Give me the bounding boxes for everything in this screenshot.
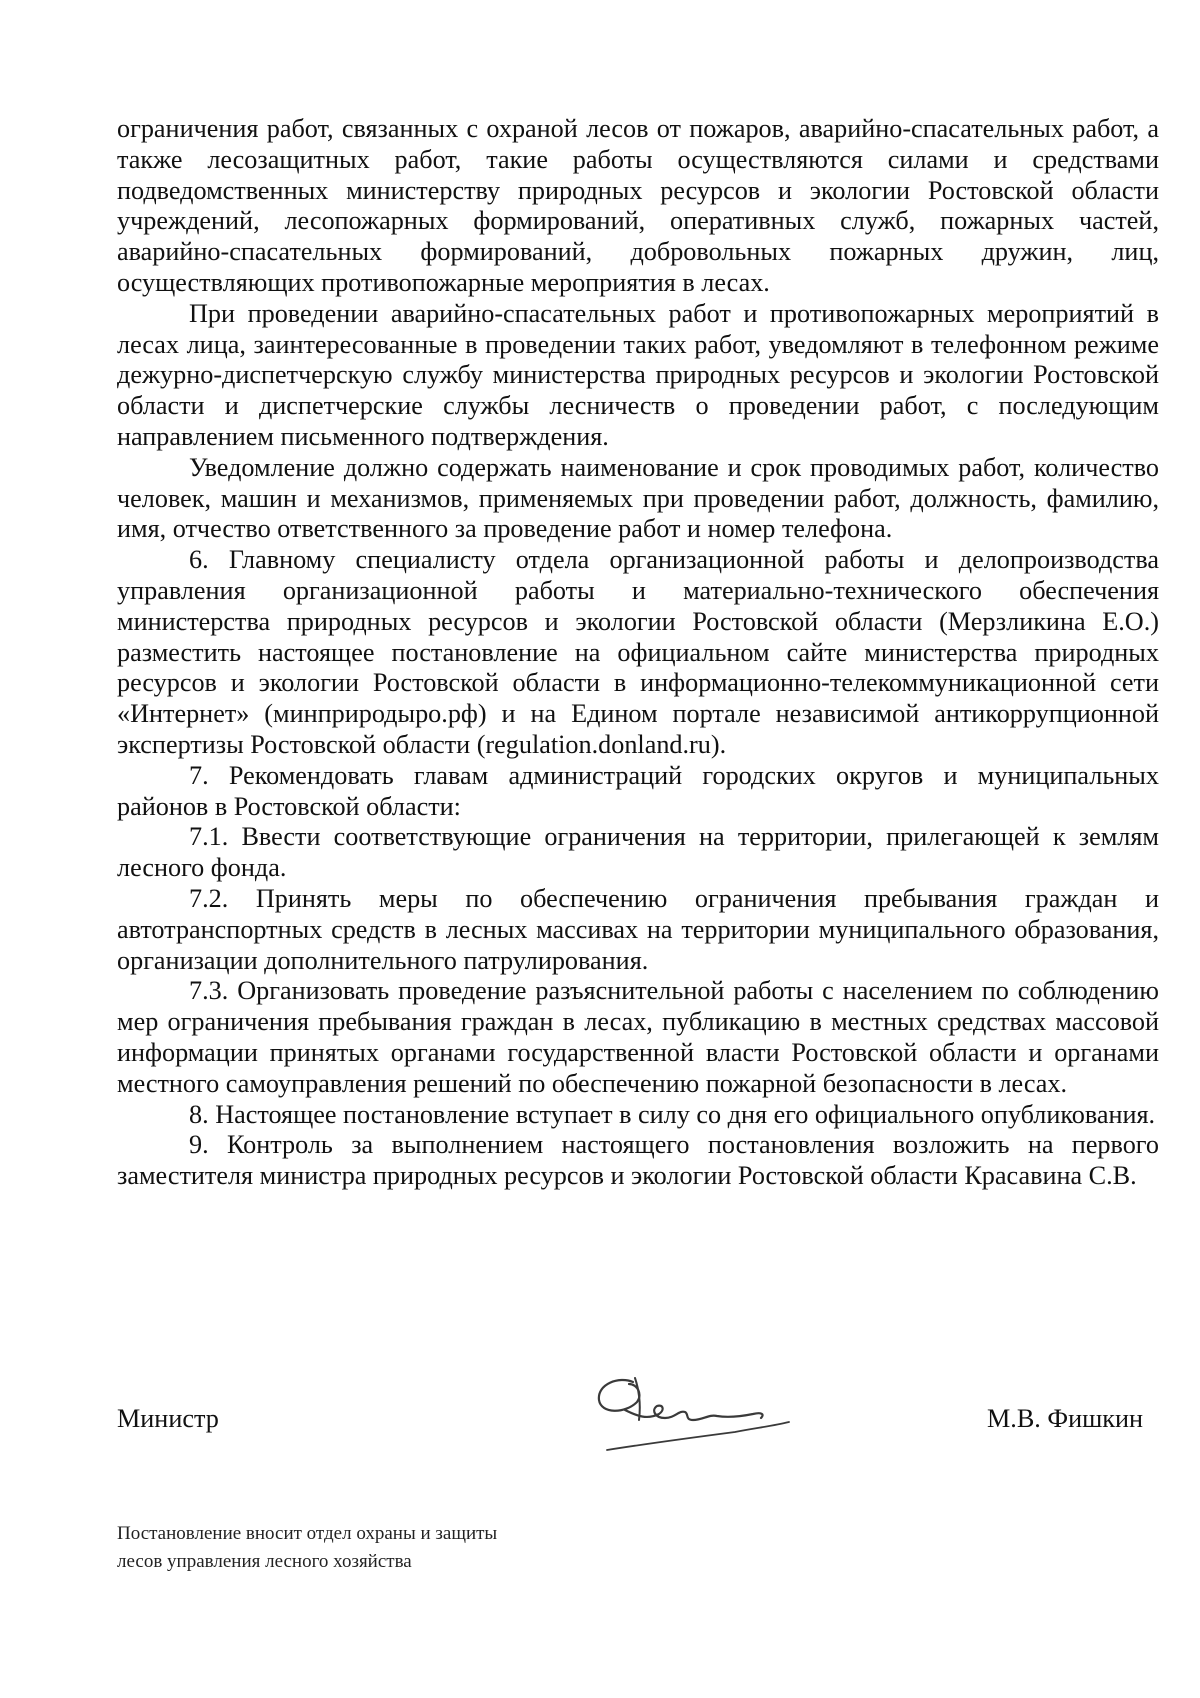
paragraph-item-7-2: 7.2. Принять меры по обеспечению ограничения пребывания граждан и автотранспортных средств в лесных массивах на территории муниципального образования, организации дополнительного патрулирования. [117,883,1159,975]
paragraph-item-7-3: 7.3. Организовать проведение разъяснительной работы с населением по соблюдению мер ограничения пребывания граждан в лесах, публикацию в местных средствах массовой информации принятых органами государственной власти Ростовской области и органами местного самоуправления решений по обеспечению пожарной безопасности в лесах. [117,976,1159,1098]
paragraph-item-6: 6. Главному специалисту отдела организационной работы и делопроизводства управления организационной работы и материально-технического обеспечения министерства природных ресурсов и экологии Ростовской области (Мерзликина Е.О.) разместить настоящее постановление на официальном сайте министерства природных ресурсов и экологии Ростовской области в информационно-телекоммуникационной сети «Интернет» (минприродыро.рф) и на Едином портале независимой антикоррупционной экспертизы Ростовской области (regulation.donland.ru). [117,545,1159,759]
paragraph-item-7-1: 7.1. Ввести соответствующие ограничения на территории, прилегающей к землям лесного фонда. [117,822,1159,883]
footer-note-line-2: лесов управления лесного хозяйства [117,1551,412,1572]
footer-note-line-1: Постановление вносит отдел охраны и защиты [117,1523,498,1544]
document-body [117,114,1159,1192]
signatory-title: Министр [117,1404,219,1433]
paragraph-item-7: 7. Рекомендовать главам администраций городских округов и муниципальных районов в Ростовской области: [117,760,1159,821]
signatory-name: М.В. Фишкин [986,1404,1143,1433]
paragraph-item-8: 8. Настоящее постановление вступает в силу со дня его официального опубликования. [189,1099,1156,1129]
document-footer-note [117,1520,637,1576]
paragraph-item-9: 9. Контроль за выполнением настоящего постановления возложить на первого заместителя министра природных ресурсов и экологии Ростовской области Красавина С.В. [117,1130,1159,1191]
paragraph-notification-contents: Уведомление должно содержать наименование и срок проводимых работ, количество человек, машин и механизмов, применяемых при проведении работ, должность, фамилию, имя, отчество ответственного за проведение работ и номер телефона. [117,452,1159,544]
paragraph-notification-procedure: При проведении аварийно-спасательных работ и противопожарных мероприятий в лесах лица, заинтересованные в проведении таких работ, уведомляют в телефонном режиме дежурно-диспетчерскую службу министерства природных ресурсов и экологии Ростовской области и диспетчерские службы лесничеств о проведении работ, с последующим направлением письменного подтверждения. [117,298,1159,451]
handwritten-signature [585,1370,795,1465]
paragraph-fire-protection-works: ограничения работ, связанных с охраной лесов от пожаров, аварийно-спасательных работ, а также лесозащитных работ, такие работы осуществляются силами и средствами подведомственных министерству природных ресурсов и экологии Ростовской области учреждений, лесопожарных формирований, оперативных служб, пожарных частей, аварийно-спасательных формирований, добровольных пожарных дружин, лиц, осуществляющих противопожарные мероприятия в лесах. [117,114,1159,297]
